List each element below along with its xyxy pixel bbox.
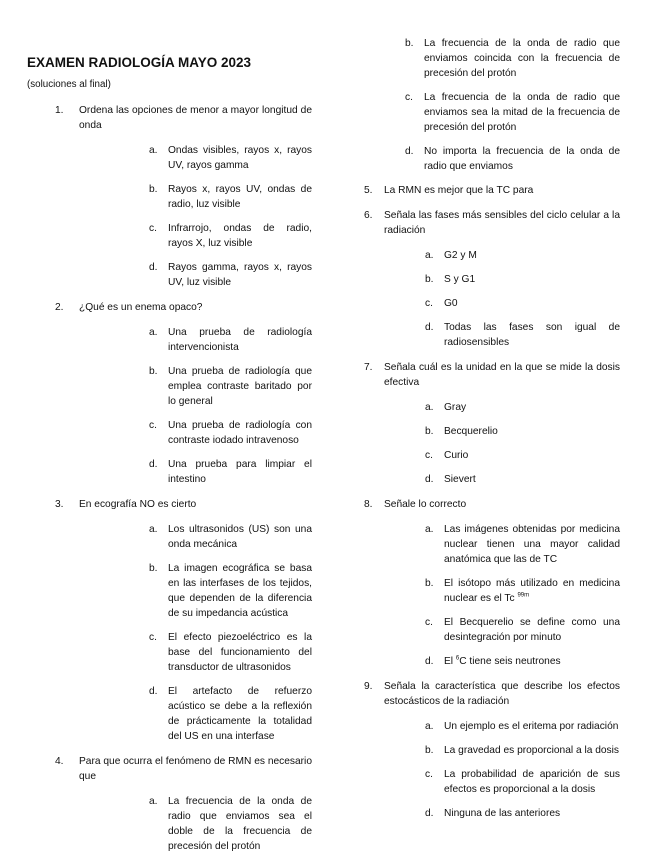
question-options — [384, 719, 620, 821]
answer-option — [79, 561, 312, 621]
option-letter: b. — [405, 38, 414, 49]
question-number: 4. — [55, 756, 64, 767]
option-text: S y G1 — [444, 274, 476, 285]
answer-option — [79, 260, 312, 290]
option-text: G2 y M — [444, 250, 477, 261]
answer-option — [79, 630, 312, 675]
question-text: Señale lo correcto — [384, 499, 467, 510]
question-text: ¿Qué es un enema opaco? — [79, 302, 203, 313]
option-text: Una prueba de radiología que emplea contraste baritado por lo general — [168, 366, 312, 407]
option-letter: c. — [425, 450, 433, 461]
right-questions — [364, 183, 620, 487]
question-number: 2. — [55, 302, 64, 313]
question-4 — [27, 754, 312, 854]
option-text-prefix: El — [444, 656, 456, 667]
question-text: Ordena las opciones de menor a mayor longitud de onda — [79, 105, 312, 131]
option-letter: c. — [425, 769, 433, 780]
answer-option — [364, 36, 620, 81]
option-letter: a. — [425, 524, 434, 535]
answer-option — [384, 296, 620, 311]
question-text: La RMN es mejor que la TC para — [384, 185, 534, 196]
option-text: Las imágenes obtenidas por medicina nuclear tienen una mayor calidad anatómica que las de TC — [444, 524, 620, 565]
question-number: 9. — [364, 681, 373, 692]
option-text: No importa la frecuencia de la onda de radio que enviamos — [424, 146, 620, 172]
option-text: Una prueba de radiología con contraste iodado intravenoso — [168, 420, 312, 446]
q4-continued-options — [364, 36, 620, 174]
option-letter: c. — [425, 298, 433, 309]
option-c — [384, 615, 620, 645]
option-letter: b. — [425, 274, 434, 285]
question-options — [79, 794, 312, 854]
answer-option — [79, 143, 312, 173]
option-text: La imagen ecográfica se basa en las interfases de los tejidos, que dependen de la diferencia de su impedancia acústica — [168, 563, 312, 619]
answer-option — [384, 767, 620, 797]
answer-option — [384, 400, 620, 415]
question-3 — [27, 497, 312, 744]
question-2 — [27, 300, 312, 487]
question-number: 7. — [364, 362, 373, 373]
option-letter: b. — [149, 366, 158, 377]
option-letter: d. — [425, 808, 434, 819]
option-letter: b. — [149, 184, 158, 195]
answer-option — [384, 320, 620, 350]
option-letter: a. — [425, 721, 434, 732]
question-options — [79, 143, 312, 290]
answer-option — [79, 364, 312, 409]
option-letter: c. — [149, 420, 157, 431]
option-text: C tiene seis neutrones — [459, 656, 561, 667]
option-letter: a. — [149, 796, 158, 807]
option-letter: a. — [425, 402, 434, 413]
option-letter: d. — [149, 459, 158, 470]
question-text: Señala cuál es la unidad en la que se mide la dosis efectiva — [384, 362, 620, 388]
option-letter: a. — [425, 250, 434, 261]
option-letter: c. — [149, 632, 157, 643]
answer-option — [79, 325, 312, 355]
isotope-superscript: 99m — [517, 592, 530, 599]
isotope-superscript: 6 — [455, 655, 460, 662]
option-letter: d. — [425, 322, 434, 333]
answer-option — [384, 743, 620, 758]
option-letter: b. — [149, 563, 158, 574]
option-letter: a. — [149, 524, 158, 535]
option-text: Gray — [444, 402, 467, 413]
answer-option — [384, 719, 620, 734]
question-options — [79, 522, 312, 744]
question-options — [384, 248, 620, 350]
option-b — [384, 576, 620, 606]
exam-title: EXAMEN RADIOLOGÍA MAYO 2023 — [27, 55, 252, 70]
question-text: Para que ocurra el fenómeno de RMN es necesario que — [79, 756, 312, 782]
option-d — [384, 654, 620, 669]
question-text: Señala la característica que describe los efectos estocásticos de la radiación — [384, 681, 620, 707]
option-letter: d. — [425, 474, 434, 485]
option-text: Infrarrojo, ondas de radio, rayos X, luz visible — [168, 223, 312, 249]
option-letter: b. — [425, 745, 434, 756]
option-letter: c. — [425, 617, 433, 628]
option-text: Ondas visibles, rayos x, rayos UV, rayos gamma — [168, 145, 312, 171]
option-text: Una prueba para limpiar el intestino — [168, 459, 312, 485]
question-text: En ecografía NO es cierto — [79, 499, 197, 510]
question-options — [384, 400, 620, 487]
question-text: Señala las fases más sensibles del ciclo celular a la radiación — [384, 210, 620, 236]
answer-option — [384, 272, 620, 287]
option-text: El artefacto de refuerzo acústico se debe a la reflexión de prácticamente la totalidad del US en una interfase — [168, 686, 312, 742]
option-letter: c. — [149, 223, 157, 234]
option-letter: d. — [149, 686, 158, 697]
question-options — [384, 522, 620, 669]
option-text: Becquerelio — [444, 426, 498, 437]
answer-option — [79, 794, 312, 854]
question-8 — [364, 497, 620, 669]
option-text: Curio — [444, 450, 469, 461]
option-text: Todas las fases son igual de radiosensibles — [444, 322, 620, 348]
question-1 — [27, 103, 312, 290]
option-text: La frecuencia de la onda de radio que enviamos sea la mitad de la frecuencia de precesión del protón — [424, 92, 620, 133]
option-text: La gravedad es proporcional a la dosis — [444, 745, 619, 756]
option-letter: a. — [149, 327, 158, 338]
option-letter: b. — [425, 426, 434, 437]
option-text: G0 — [444, 298, 458, 309]
question-6 — [364, 208, 620, 350]
answer-option — [79, 457, 312, 487]
answer-option — [384, 472, 620, 487]
question-9-holder — [364, 679, 620, 821]
option-text: Sievert — [444, 474, 476, 485]
answer-option — [79, 684, 312, 744]
answer-option — [384, 448, 620, 463]
question-number: 3. — [55, 499, 64, 510]
question-options — [79, 325, 312, 487]
question-number: 1. — [55, 105, 64, 116]
left-questions — [27, 103, 312, 854]
answer-option — [384, 806, 620, 821]
option-text: Los ultrasonidos (US) son una onda mecánica — [168, 524, 312, 550]
option-text: El Becquerelio se define como una desintegración por minuto — [444, 617, 620, 643]
answer-option — [79, 221, 312, 251]
option-text: Un ejemplo es el eritema por radiación — [444, 721, 619, 732]
right-column — [364, 36, 620, 831]
question-5 — [364, 183, 620, 198]
option-text: Rayos x, rayos UV, ondas de radio, luz visible — [168, 184, 312, 210]
option-letter: d. — [149, 262, 158, 273]
exam-subtitle: (soluciones al final) — [27, 79, 111, 90]
option-text: La frecuencia de la onda de radio que enviamos coincida con la frecuencia de precesión del protón — [424, 38, 620, 79]
option-a — [384, 522, 620, 567]
option-text: Rayos gamma, rayos x, rayos UV, luz visible — [168, 262, 312, 288]
option-letter: d. — [425, 656, 434, 667]
option-letter: b. — [425, 578, 434, 589]
option-letter: a. — [149, 145, 158, 156]
answer-option — [364, 144, 620, 174]
question-7 — [364, 360, 620, 487]
answer-option — [79, 182, 312, 212]
question-number: 8. — [364, 499, 373, 510]
left-column — [27, 55, 312, 864]
answer-option — [364, 90, 620, 135]
option-letter: c. — [405, 92, 413, 103]
option-text: Una prueba de radiología intervencionista — [168, 327, 312, 353]
option-text: Ninguna de las anteriores — [444, 808, 561, 819]
option-text: El isótopo más utilizado en medicina nuclear es el Tc — [444, 578, 620, 604]
question-9 — [364, 679, 620, 821]
answer-option — [79, 522, 312, 552]
question-number: 6. — [364, 210, 373, 221]
option-letter: d. — [405, 146, 414, 157]
option-text: La probabilidad de aparición de sus efectos es proporcional a la dosis — [444, 769, 620, 795]
option-text: La frecuencia de la onda de radio que enviamos sea el doble de la frecuencia de precesión del protón — [168, 796, 312, 852]
answer-option — [384, 248, 620, 263]
option-text: El efecto piezoeléctrico es la base del funcionamiento del transductor de ultrasonidos — [168, 632, 312, 673]
question-number: 5. — [364, 185, 373, 196]
answer-option — [384, 424, 620, 439]
answer-option — [79, 418, 312, 448]
